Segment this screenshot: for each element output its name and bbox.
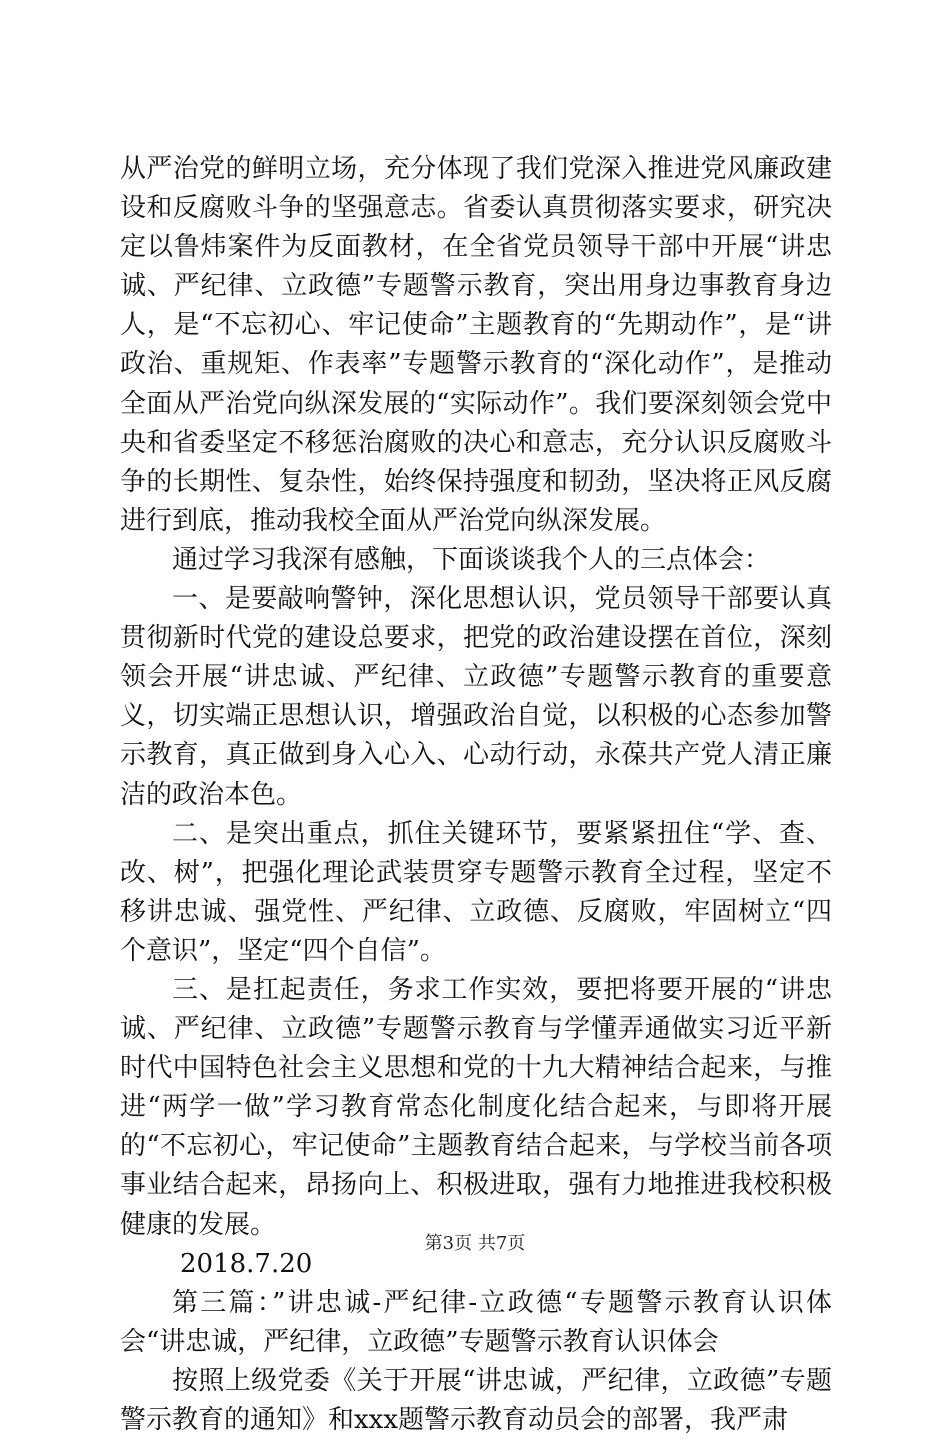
paragraph-final: 按照上级党委《关于开展“讲忠诚，严纪律，立政德”专题警示教育的通知》和xxx题警示教育动员会的部署，我严肃 <box>120 1365 832 1435</box>
section-heading: 第三篇：”讲忠诚-严纪律-立政德“专题警示教育认识体会“讲忠诚，严纪律，立政德”专题警示教育认识体会 <box>120 1287 832 1357</box>
paragraph-point-one: 一、是要敲响警钟，深化思想认识，党员领导干部要认真贯彻新时代党的建设总要求，把党的政治建设摆在首位，深刻领会开展“讲忠诚、严纪律、立政德”专题警示教育的重要意义，切实端正思想认识，增强政治自觉，以积极的心态参加警示教育，真正做到身入心入、心动行动，永葆共产党人清正廉洁的政治本色。 <box>120 584 832 810</box>
paragraph-point-two: 二、是突出重点，抓住关键环节，要紧紧扭住“学、查、改、树”，把强化理论武装贯穿专题警示教育全过程，坚定不移讲忠诚、强党性、严纪律、立政德、反腐败，牢固树立“四个意识”，坚定“四个自信”。 <box>120 818 832 966</box>
paragraph-transition: 通过学习我深有感触，下面谈谈我个人的三点体会： <box>172 544 771 575</box>
paragraph-point-three: 三、是扛起责任，务求工作实效，要把将要开展的“讲忠诚、严纪律、立政德”专题警示教育与学懂弄通做实习近平新时代中国特色社会主义思想和党的十九大精神结合起来，与推进“两学一做”学习教育常态化制度化结合起来，与即将开展的“不忘初心，牢记使命”主题教育结合起来，与学校当前各项事业结合起来，昂扬向上、积极进取，强有力地推进我校积极健康的发展。 <box>120 974 832 1240</box>
date-line: 2018.7.20 <box>180 1248 313 1279</box>
paragraph-intro: 从严治党的鲜明立场，充分体现了我们党深入推进党风廉政建设和反腐败斗争的坚强意志。省委认真贯彻落实要求，研究决定以鲁炜案件为反面教材，在全省党员领导干部中开展“讲忠诚、严纪律、立政德”专题警示教育，突出用身边事教育身边人，是“不忘初心、牢记使命”主题教育的“先期动作”，是“讲政治、重规矩、作表率”专题警示教育的“深化动作”，是推动全面从严治党向纵深发展的“实际动作”。我们要深刻领会党中央和省委坚定不移惩治腐败的决心和意志，充分认识反腐败斗争的长期性、复杂性，始终保持强度和韧劲，坚决将正风反腐进行到底，推动我校全面从严治党向纵深发展。 <box>120 154 832 536</box>
page-footer: 第3页 共7页 <box>424 1233 526 1254</box>
